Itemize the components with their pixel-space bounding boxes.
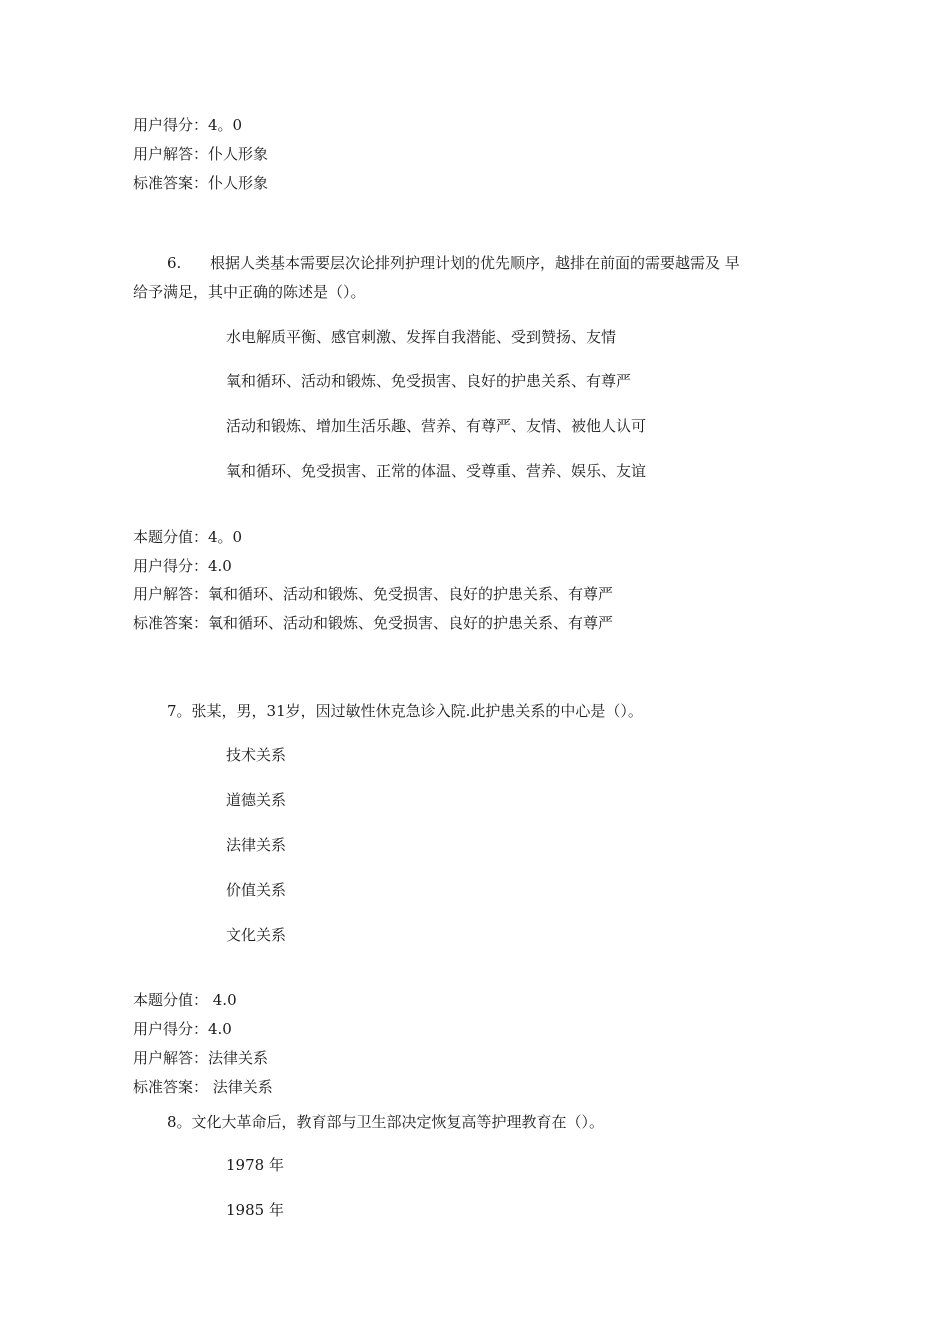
q7-option: 法律关系 [226,836,287,854]
q6-number: 6. [167,254,182,272]
q7-score: 用户得分：4.0 [133,1020,232,1038]
q7-option: 文化关系 [226,926,287,944]
q6-text-line1: 根据人类基本需要层次论排列护理计划的优先顺序，越排在前面的需要越需及 早 [210,254,740,272]
q7-user-answer: 用户解答：法律关系 [133,1049,269,1067]
q7-option: 技术关系 [226,746,287,764]
q6-option: 水电解质平衡、感官刺激、发挥自我潜能、受到赞扬、友情 [226,328,617,346]
q7-standard-answer: 标准答案： 法律关系 [133,1078,273,1096]
q7-option: 道德关系 [226,791,287,809]
q6-user-answer: 用户解答：氧和循环、活动和锻炼、免受损害、良好的护患关系、有尊严 [133,585,614,603]
q7-option: 价值关系 [226,881,287,899]
q8-option: 1985 年 [226,1201,284,1219]
prev-score: 用户得分：4。0 [133,116,243,134]
q6-value: 本题分值：4。0 [133,528,243,546]
q7-text: 7。张某，男，31岁，因过敏性休克急诊入院.此护患关系的中心是（）。 [167,702,643,720]
q6-text-line2: 给予满足，其中正确的陈述是（）。 [133,283,366,301]
q7-value: 本题分值： 4.0 [133,991,237,1009]
q8-option: 1978 年 [226,1156,284,1174]
q6-option: 活动和锻炼、增加生活乐趣、营养、有尊严、友情、被他人认可 [226,417,647,435]
q6-score: 用户得分：4.0 [133,557,232,575]
q6-option: 氧和循环、免受损害、正常的体温、受尊重、营养、娱乐、友谊 [226,462,647,480]
q6-standard-answer: 标准答案：氧和循环、活动和锻炼、免受损害、良好的护患关系、有尊严 [133,614,614,632]
q8-text: 8。文化大革命后，教育部与卫生部决定恢复高等护理教育在（）。 [167,1113,605,1131]
prev-standard-answer: 标准答案：仆人形象 [133,174,269,192]
q6-option: 氧和循环、活动和锻炼、免受损害、良好的护患关系、有尊严 [226,372,632,390]
prev-user-answer: 用户解答：仆人形象 [133,145,269,163]
